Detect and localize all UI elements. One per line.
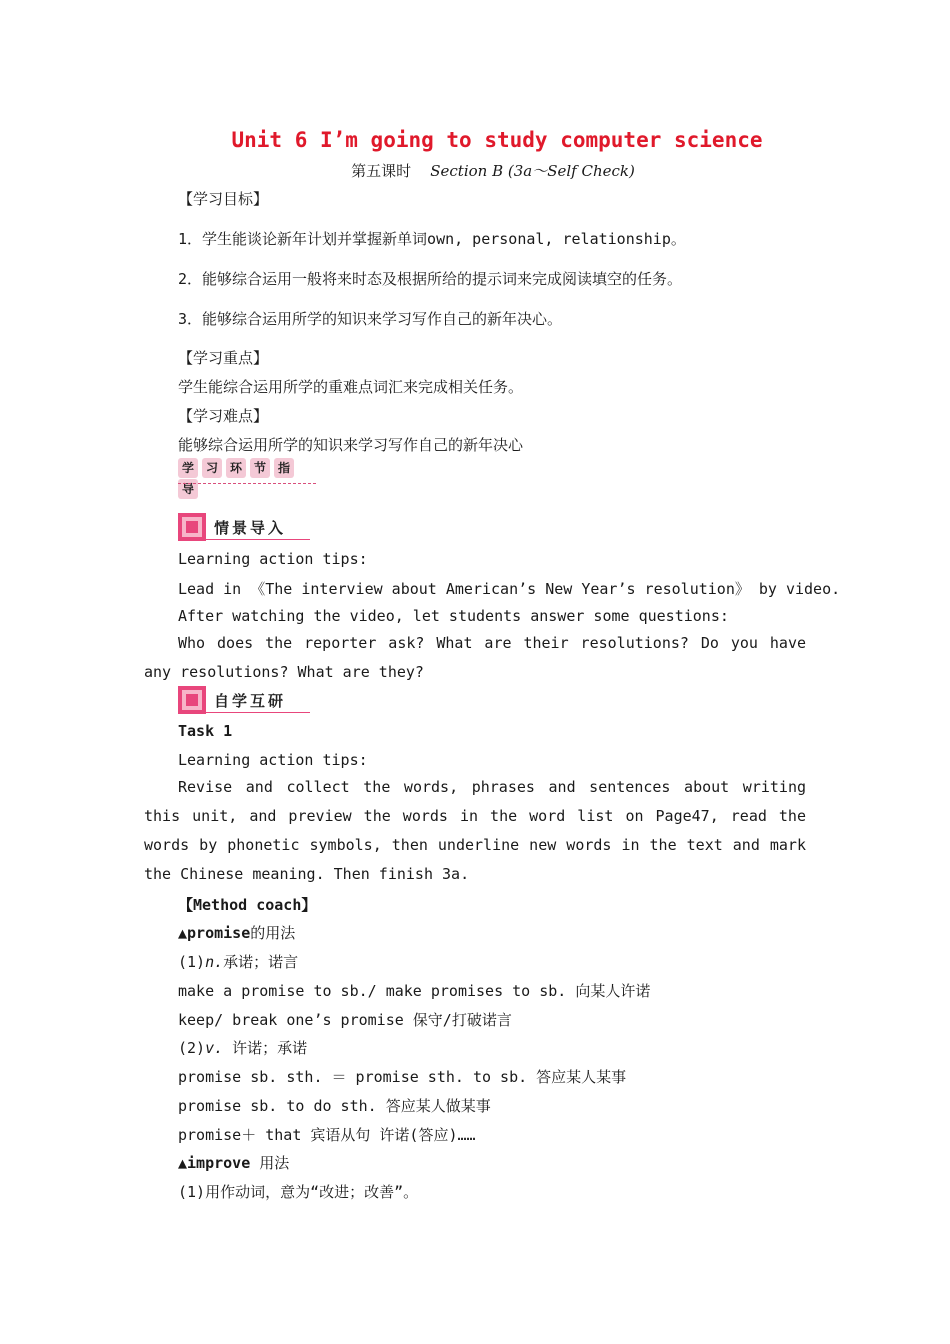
section-heading: 自学互研 <box>214 692 287 710</box>
objective-item: 3．能够综合运用所学的知识来学习写作自己的新年决心。 <box>178 310 563 328</box>
tips-label: Learning action tips: <box>178 751 368 769</box>
banner-char: 学 <box>178 458 198 478</box>
task-label: Task 1 <box>178 722 233 740</box>
difficult-points-text: 能够综合运用所学的知识来学习写作自己的新年决心 <box>178 436 524 454</box>
questions-paragraph: Who does the reporter ask? What are their resolutions? Do you have any resolutions? What are they? <box>144 634 806 681</box>
example-line: make a promise to sb./ make promises to sb. 向某人许诺 <box>178 982 651 1000</box>
page-title: Unit 6 I’m going to study computer science <box>231 128 763 152</box>
banner-char: 指 <box>274 458 294 478</box>
key-points-text: 学生能综合运用所学的重难点词汇来完成相关任务。 <box>178 378 524 396</box>
banner-char: 环 <box>226 458 246 478</box>
improve-heading: ▲improve 用法 <box>178 1154 290 1172</box>
objective-item: 2．能够综合运用一般将来时态及根据所给的提示词来完成阅读填空的任务。 <box>178 270 683 288</box>
banner-char: 节 <box>250 458 270 478</box>
study-guide-banner <box>178 457 318 496</box>
key-points-heading: 【学习重点】 <box>178 349 269 367</box>
self-study-header <box>178 686 310 716</box>
section-heading: 情景导入 <box>214 519 287 537</box>
example-line: promise＋ that 宾语从句 许诺(答应)…… <box>178 1126 476 1144</box>
after-video-text: After watching the video, let students answer some questions: <box>178 607 729 625</box>
example-line: keep/ break one’s promise 保守/打破诺言 <box>178 1011 512 1029</box>
difficult-points-heading: 【学习难点】 <box>178 407 269 425</box>
promise-word: ▲promise <box>178 924 251 942</box>
example-line: promise sb. to do sth. 答应某人做某事 <box>178 1097 491 1115</box>
method-coach-heading: 【Method coach】 <box>178 896 317 914</box>
banner-divider <box>178 483 316 484</box>
banner-char: 习 <box>202 458 222 478</box>
promise-noun-line: (1)n.承诺；诺言 <box>178 953 299 971</box>
improve-usage-line: (1)用作动词，意为“改进；改善”。 <box>178 1183 419 1201</box>
improve-word: ▲improve <box>178 1154 251 1172</box>
banner-char: 导 <box>178 479 198 499</box>
promise-heading: ▲promise的用法 <box>178 924 296 942</box>
objectives-heading: 【学习目标】 <box>178 190 269 208</box>
scene-intro-header <box>178 513 310 543</box>
task-paragraph: Revise and collect the words, phrases and sentences about writing this unit, and preview the words in the word list on Page47, read the words by phonetic symbols, then underline new words in the text and mark the Chinese meaning. Then finish 3a. <box>144 778 806 883</box>
promise-verb-line: (2)v. 许诺；承诺 <box>178 1039 308 1057</box>
objective-item: 1．学生能谈论新年计划并掌握新单词own, personal, relationship。 <box>178 230 686 248</box>
section-range: (3a～Self Check) <box>507 162 635 180</box>
lesson-label: 第五课时 <box>351 162 412 180</box>
lead-in-text: Lead in 《The interview about American’s New Year’s resolution》 by video. <box>178 580 841 598</box>
section-label: Section B <box>430 162 504 180</box>
tips-label: Learning action tips: <box>178 550 368 568</box>
example-line: promise sb. sth. ＝ promise sth. to sb. 答应某人某事 <box>178 1068 627 1086</box>
lesson-subtitle <box>0 160 950 181</box>
